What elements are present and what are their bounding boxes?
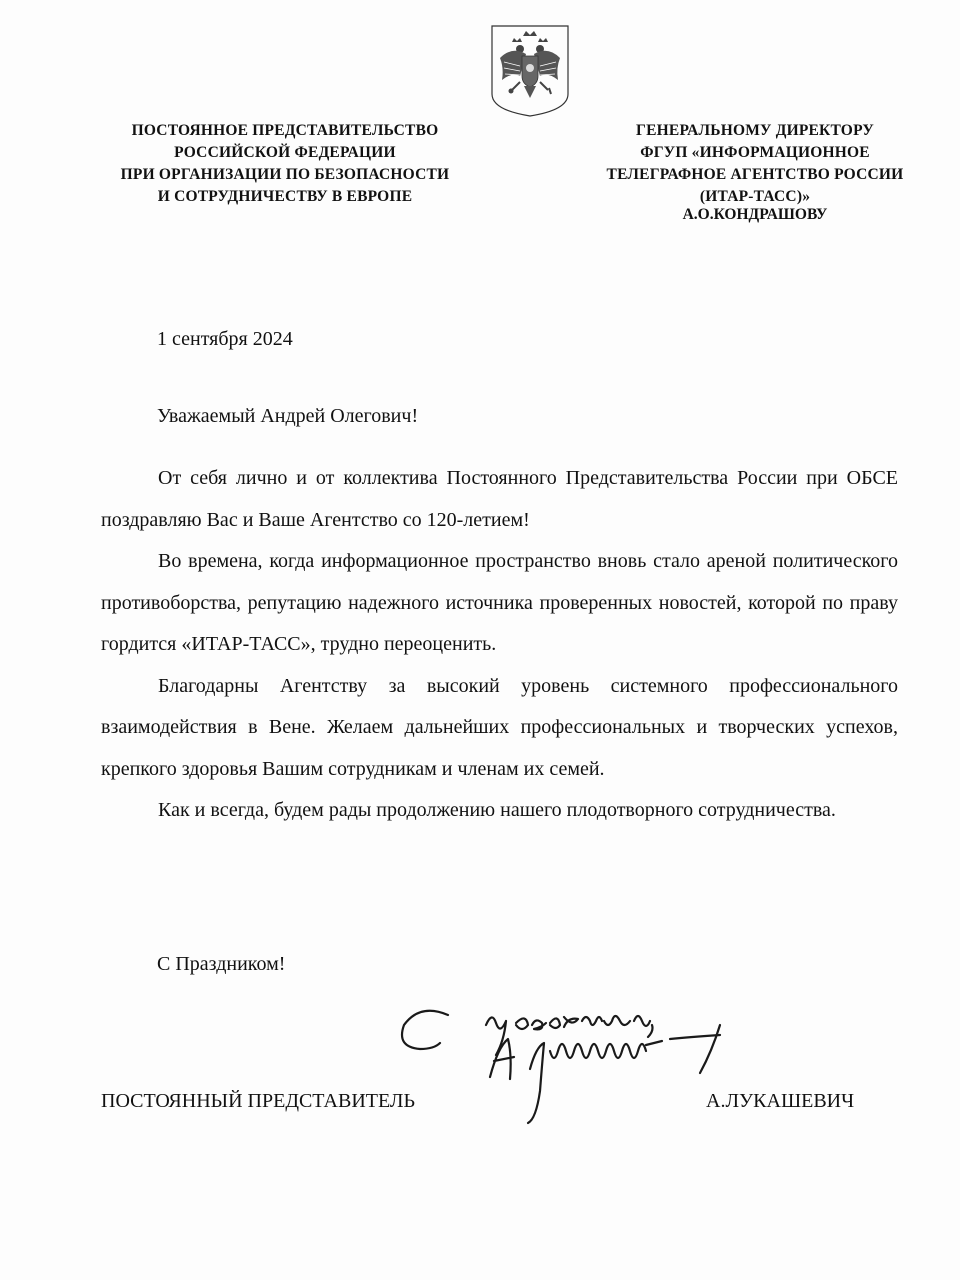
body-paragraph: Во времена, когда информационное пространство вновь стало ареной политического противоборства, репутацию надежного источника проверенных новостей, которой по праву гордится «ИТАР-ТАСС», трудно переоценить. xyxy=(101,550,898,655)
sender-line: И СОТРУДНИЧЕСТВУ В ЕВРОПЕ xyxy=(157,188,413,205)
recipient-line: ТЕЛЕГРАФНОЕ АГЕНТСТВО РОССИИ xyxy=(606,166,904,183)
closing-greeting: С Праздником! xyxy=(157,953,286,975)
recipient-line: ФГУП «ИНФОРМАЦИОННОЕ xyxy=(640,144,870,161)
letter-date: 1 сентября 2024 xyxy=(157,328,293,350)
sender-line: ПРИ ОРГАНИЗАЦИИ ПО БЕЗОПАСНОСТИ xyxy=(120,166,450,183)
sender-line: РОССИЙСКОЙ ФЕДЕРАЦИИ xyxy=(174,144,396,161)
sender-header xyxy=(80,120,490,208)
body-paragraph: Благодарны Агентству за высокий уровень системного профессионального взаимодействия в Вене. Желаем дальнейших профессиональных и творческих успехов, крепкого здоровья Вашим сотрудникам и членам их семей. xyxy=(101,674,898,780)
sender-line: ПОСТОЯННОЕ ПРЕДСТАВИТЕЛЬСТВО xyxy=(131,122,439,139)
recipient-line: ГЕНЕРАЛЬНОМУ ДИРЕКТОРУ xyxy=(636,122,874,139)
recipient-line: (ИТАР-ТАСС)» xyxy=(699,188,811,205)
body-paragraph: Как и всегда, будем рады продолжению нашего плодотворного сотрудничества. xyxy=(158,799,836,821)
state-emblem-icon xyxy=(490,24,570,118)
signer-name: А.ЛУКАШЕВИЧ xyxy=(706,1090,855,1112)
body-paragraph: От себя лично и от коллектива Постоянного Представительства России при ОБСЕ поздравляю Вас и Ваше Агентство со 120-летием! xyxy=(101,467,898,531)
salutation: Уважаемый Андрей Олегович! xyxy=(157,405,419,427)
letter-body xyxy=(101,458,898,832)
signer-title: ПОСТОЯННЫЙ ПРЕДСТАВИТЕЛЬ xyxy=(101,1090,415,1112)
handwritten-signature xyxy=(390,995,770,1135)
recipient-header xyxy=(560,120,950,208)
recipient-name: А.О.КОНДРАШОВУ xyxy=(682,206,828,223)
